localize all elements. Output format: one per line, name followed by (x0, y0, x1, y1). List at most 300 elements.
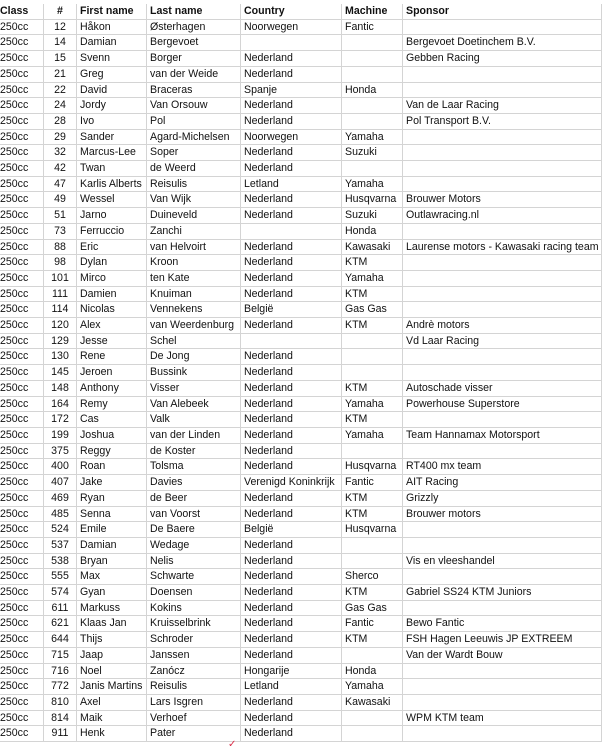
cell-last-name: Borger (147, 51, 241, 67)
cell-number: 555 (44, 569, 77, 585)
cell-first-name: Håkon (77, 19, 147, 35)
cell-number: 375 (44, 443, 77, 459)
table-row (0, 537, 602, 553)
cell-last-name: Duineveld (147, 208, 241, 224)
cell-number: 51 (44, 208, 77, 224)
table-row (0, 349, 602, 365)
cell-machine (342, 113, 403, 129)
cell-class: 250cc (0, 19, 44, 35)
cell-sponsor: Bergevoet Doetinchem B.V. (403, 35, 602, 51)
cell-class: 250cc (0, 82, 44, 98)
cell-number: 29 (44, 129, 77, 145)
cell-last-name: Kokins (147, 600, 241, 616)
cell-country: Verenigd Koninkrijk (241, 475, 342, 491)
cell-sponsor: AIT Racing (403, 475, 602, 491)
cell-last-name: Visser (147, 380, 241, 396)
cell-last-name: Nelis (147, 553, 241, 569)
cell-last-name: Tolsma (147, 459, 241, 475)
cell-last-name: Van Alebeek (147, 396, 241, 412)
cell-class: 250cc (0, 443, 44, 459)
cell-number: 538 (44, 553, 77, 569)
cell-sponsor: Brouwer motors (403, 506, 602, 522)
cell-first-name: Damien (77, 286, 147, 302)
table-row (0, 585, 602, 601)
table-row (0, 113, 602, 129)
cell-class: 250cc (0, 255, 44, 271)
cell-class: 250cc (0, 113, 44, 129)
cell-class: 250cc (0, 585, 44, 601)
table-row (0, 412, 602, 428)
cell-sponsor: Bewo Fantic (403, 616, 602, 632)
table-row (0, 679, 602, 695)
cell-number: 130 (44, 349, 77, 365)
cell-sponsor (403, 66, 602, 82)
cell-first-name: Wessel (77, 192, 147, 208)
cell-country: Letland (241, 679, 342, 695)
cell-last-name: Wedage (147, 537, 241, 553)
cell-sponsor (403, 302, 602, 318)
cell-number: 164 (44, 396, 77, 412)
cell-class: 250cc (0, 302, 44, 318)
cell-sponsor: WPM KTM team (403, 710, 602, 726)
cell-number: 24 (44, 98, 77, 114)
cell-first-name: Mirco (77, 270, 147, 286)
cell-last-name: van der Weide (147, 66, 241, 82)
cell-number: 469 (44, 490, 77, 506)
cell-sponsor (403, 365, 602, 381)
table-row (0, 694, 602, 710)
cell-class: 250cc (0, 490, 44, 506)
column-header-country: Country (241, 4, 342, 19)
table-row (0, 522, 602, 538)
cell-first-name: Remy (77, 396, 147, 412)
cell-first-name: Thijs (77, 632, 147, 648)
table-row (0, 632, 602, 648)
cell-number: 120 (44, 318, 77, 334)
cell-country: Nederland (241, 600, 342, 616)
cell-number: 47 (44, 176, 77, 192)
cell-number: 101 (44, 270, 77, 286)
cell-machine: KTM (342, 380, 403, 396)
cell-number: 574 (44, 585, 77, 601)
table-row (0, 51, 602, 67)
cell-sponsor (403, 679, 602, 695)
cell-number: 199 (44, 427, 77, 443)
cell-number: 21 (44, 66, 77, 82)
cell-machine: Yamaha (342, 427, 403, 443)
cell-last-name: Østerhagen (147, 19, 241, 35)
cell-first-name: Joshua (77, 427, 147, 443)
table-row (0, 396, 602, 412)
cell-machine (342, 726, 403, 742)
cell-first-name: Marcus-Lee (77, 145, 147, 161)
cell-country: Nederland (241, 270, 342, 286)
cell-class: 250cc (0, 647, 44, 663)
cell-sponsor (403, 19, 602, 35)
table-body (0, 19, 602, 741)
cell-last-name: Soper (147, 145, 241, 161)
cell-first-name: Axel (77, 694, 147, 710)
cell-last-name: de Beer (147, 490, 241, 506)
table-row (0, 600, 602, 616)
table-row (0, 35, 602, 51)
cell-country: Nederland (241, 726, 342, 742)
column-header-class: Class (0, 4, 44, 19)
table-row (0, 302, 602, 318)
cell-sponsor (403, 663, 602, 679)
cell-machine: Honda (342, 663, 403, 679)
cell-sponsor: Brouwer Motors (403, 192, 602, 208)
cell-first-name: Jake (77, 475, 147, 491)
cell-sponsor: Grizzly (403, 490, 602, 506)
column-header-machine: Machine (342, 4, 403, 19)
cell-first-name: David (77, 82, 147, 98)
table-row (0, 663, 602, 679)
cell-country (241, 35, 342, 51)
cell-class: 250cc (0, 223, 44, 239)
cell-first-name: Sander (77, 129, 147, 145)
cell-last-name: Schroder (147, 632, 241, 648)
table-row (0, 19, 602, 35)
cell-last-name: Lars Isgren (147, 694, 241, 710)
cell-first-name: Dylan (77, 255, 147, 271)
cell-number: 407 (44, 475, 77, 491)
cell-country: Nederland (241, 318, 342, 334)
cell-last-name: Pol (147, 113, 241, 129)
cell-country: Nederland (241, 113, 342, 129)
cell-last-name: ten Kate (147, 270, 241, 286)
cell-last-name: Bergevoet (147, 35, 241, 51)
cell-class: 250cc (0, 270, 44, 286)
cell-last-name: Braceras (147, 82, 241, 98)
cell-country: Nederland (241, 365, 342, 381)
cell-number: 814 (44, 710, 77, 726)
cell-number: 715 (44, 647, 77, 663)
cell-class: 250cc (0, 679, 44, 695)
cell-first-name: Anthony (77, 380, 147, 396)
table-row (0, 506, 602, 522)
cell-country: Nederland (241, 239, 342, 255)
cell-sponsor: Gebben Racing (403, 51, 602, 67)
cell-country: Nederland (241, 208, 342, 224)
cell-country: Nederland (241, 427, 342, 443)
cell-country: Nederland (241, 616, 342, 632)
table-row (0, 161, 602, 177)
cell-number: 98 (44, 255, 77, 271)
cell-country (241, 223, 342, 239)
cell-class: 250cc (0, 600, 44, 616)
cell-machine: Gas Gas (342, 600, 403, 616)
cell-number: 32 (44, 145, 77, 161)
cell-sponsor: Pol Transport B.V. (403, 113, 602, 129)
cell-first-name: Jarno (77, 208, 147, 224)
cell-class: 250cc (0, 145, 44, 161)
cell-country: Noorwegen (241, 19, 342, 35)
cell-country: Nederland (241, 349, 342, 365)
cell-first-name: Cas (77, 412, 147, 428)
table-row (0, 427, 602, 443)
table-row (0, 98, 602, 114)
cell-sponsor (403, 255, 602, 271)
cell-number: 537 (44, 537, 77, 553)
cell-class: 250cc (0, 632, 44, 648)
table-row (0, 380, 602, 396)
cell-number: 611 (44, 600, 77, 616)
cell-sponsor: Team Hannamax Motorsport (403, 427, 602, 443)
cell-machine: Honda (342, 223, 403, 239)
cell-class: 250cc (0, 427, 44, 443)
column-header-first-name: First name (77, 4, 147, 19)
cell-last-name: Reisulis (147, 679, 241, 695)
cell-country: Nederland (241, 537, 342, 553)
cell-last-name: Van Wijk (147, 192, 241, 208)
cell-machine (342, 98, 403, 114)
cell-machine (342, 710, 403, 726)
cell-last-name: van Helvoirt (147, 239, 241, 255)
table-row (0, 475, 602, 491)
cell-country: Nederland (241, 585, 342, 601)
cell-number: 621 (44, 616, 77, 632)
cell-country: Nederland (241, 710, 342, 726)
cell-first-name: Damian (77, 537, 147, 553)
cell-first-name: Alex (77, 318, 147, 334)
checkmark-annotation-icon: ✓ (228, 739, 237, 750)
cell-first-name: Damian (77, 35, 147, 51)
cell-class: 250cc (0, 176, 44, 192)
cell-machine: Suzuki (342, 208, 403, 224)
table-row (0, 318, 602, 334)
cell-class: 250cc (0, 318, 44, 334)
cell-class: 250cc (0, 522, 44, 538)
cell-number: 49 (44, 192, 77, 208)
cell-first-name: Nicolas (77, 302, 147, 318)
cell-number: 73 (44, 223, 77, 239)
cell-machine (342, 333, 403, 349)
cell-sponsor: FSH Hagen Leeuwis JP EXTREEM (403, 632, 602, 648)
cell-machine: Yamaha (342, 129, 403, 145)
cell-sponsor: Van de Laar Racing (403, 98, 602, 114)
cell-country: Nederland (241, 490, 342, 506)
cell-number: 114 (44, 302, 77, 318)
cell-machine (342, 537, 403, 553)
cell-sponsor (403, 82, 602, 98)
cell-number: 12 (44, 19, 77, 35)
cell-country: Nederland (241, 286, 342, 302)
cell-machine: Suzuki (342, 145, 403, 161)
cell-sponsor: Powerhouse Superstore (403, 396, 602, 412)
cell-last-name: de Koster (147, 443, 241, 459)
cell-number: 22 (44, 82, 77, 98)
cell-last-name: Schwarte (147, 569, 241, 585)
cell-country: Nederland (241, 694, 342, 710)
cell-class: 250cc (0, 710, 44, 726)
cell-first-name: Senna (77, 506, 147, 522)
cell-class: 250cc (0, 129, 44, 145)
cell-last-name: Zanchi (147, 223, 241, 239)
cell-last-name: Kruisselbrink (147, 616, 241, 632)
cell-machine: Honda (342, 82, 403, 98)
cell-first-name: Jeroen (77, 365, 147, 381)
cell-country: Nederland (241, 380, 342, 396)
cell-number: 644 (44, 632, 77, 648)
cell-first-name: Greg (77, 66, 147, 82)
cell-first-name: Klaas Jan (77, 616, 147, 632)
cell-country: Nederland (241, 569, 342, 585)
cell-sponsor (403, 286, 602, 302)
cell-country: Nederland (241, 161, 342, 177)
cell-sponsor: Gabriel SS24 KTM Juniors (403, 585, 602, 601)
cell-class: 250cc (0, 208, 44, 224)
cell-class: 250cc (0, 553, 44, 569)
cell-class: 250cc (0, 161, 44, 177)
cell-country: Nederland (241, 459, 342, 475)
table-row (0, 223, 602, 239)
table-row (0, 647, 602, 663)
cell-last-name: Schel (147, 333, 241, 349)
cell-first-name: Janis Martins (77, 679, 147, 695)
cell-last-name: Zanócz (147, 663, 241, 679)
cell-first-name: Henk (77, 726, 147, 742)
cell-first-name: Maik (77, 710, 147, 726)
cell-machine: KTM (342, 585, 403, 601)
table-row (0, 726, 602, 742)
cell-sponsor: Outlawracing.nl (403, 208, 602, 224)
cell-last-name: Valk (147, 412, 241, 428)
cell-country (241, 333, 342, 349)
cell-last-name: Bussink (147, 365, 241, 381)
cell-last-name: Vennekens (147, 302, 241, 318)
cell-sponsor (403, 349, 602, 365)
column-header-sponsor: Sponsor (403, 4, 602, 19)
cell-country: Letland (241, 176, 342, 192)
cell-last-name: De Jong (147, 349, 241, 365)
cell-number: 14 (44, 35, 77, 51)
cell-sponsor (403, 522, 602, 538)
cell-country: Nederland (241, 66, 342, 82)
cell-sponsor: Autoschade visser (403, 380, 602, 396)
rider-list-table (0, 4, 602, 742)
cell-last-name: de Weerd (147, 161, 241, 177)
cell-sponsor (403, 145, 602, 161)
cell-machine: Yamaha (342, 176, 403, 192)
cell-number: 148 (44, 380, 77, 396)
table-row (0, 176, 602, 192)
cell-country: Nederland (241, 647, 342, 663)
cell-sponsor (403, 412, 602, 428)
cell-sponsor (403, 443, 602, 459)
cell-class: 250cc (0, 365, 44, 381)
cell-country: Noorwegen (241, 129, 342, 145)
table-row (0, 239, 602, 255)
table-row (0, 553, 602, 569)
cell-first-name: Karlis Alberts (77, 176, 147, 192)
cell-number: 145 (44, 365, 77, 381)
cell-machine (342, 443, 403, 459)
cell-class: 250cc (0, 694, 44, 710)
cell-machine: KTM (342, 490, 403, 506)
header-row (0, 4, 602, 19)
cell-machine: Yamaha (342, 270, 403, 286)
cell-class: 250cc (0, 412, 44, 428)
cell-last-name: van Weerdenburg (147, 318, 241, 334)
cell-country: Nederland (241, 145, 342, 161)
cell-first-name: Gyan (77, 585, 147, 601)
cell-number: 15 (44, 51, 77, 67)
cell-machine: Sherco (342, 569, 403, 585)
cell-first-name: Jaap (77, 647, 147, 663)
cell-machine: Husqvarna (342, 192, 403, 208)
cell-country: Nederland (241, 255, 342, 271)
cell-number: 111 (44, 286, 77, 302)
cell-country: Spanje (241, 82, 342, 98)
cell-class: 250cc (0, 396, 44, 412)
cell-class: 250cc (0, 35, 44, 51)
cell-class: 250cc (0, 506, 44, 522)
cell-machine (342, 161, 403, 177)
cell-country: Nederland (241, 506, 342, 522)
cell-class: 250cc (0, 333, 44, 349)
cell-number: 42 (44, 161, 77, 177)
cell-machine: Kawasaki (342, 694, 403, 710)
cell-sponsor: Vd Laar Racing (403, 333, 602, 349)
cell-sponsor: RT400 mx team (403, 459, 602, 475)
table-row (0, 459, 602, 475)
cell-first-name: Twan (77, 161, 147, 177)
cell-class: 250cc (0, 349, 44, 365)
cell-sponsor (403, 161, 602, 177)
cell-machine: Gas Gas (342, 302, 403, 318)
cell-last-name: Doensen (147, 585, 241, 601)
cell-first-name: Jesse (77, 333, 147, 349)
cell-first-name: Ferruccio (77, 223, 147, 239)
cell-first-name: Reggy (77, 443, 147, 459)
cell-number: 28 (44, 113, 77, 129)
cell-country: Nederland (241, 412, 342, 428)
cell-class: 250cc (0, 98, 44, 114)
cell-first-name: Max (77, 569, 147, 585)
cell-last-name: Reisulis (147, 176, 241, 192)
cell-number: 524 (44, 522, 77, 538)
cell-last-name: van der Linden (147, 427, 241, 443)
cell-machine: KTM (342, 318, 403, 334)
cell-last-name: Davies (147, 475, 241, 491)
cell-machine: Fantic (342, 616, 403, 632)
cell-machine (342, 365, 403, 381)
cell-last-name: De Baere (147, 522, 241, 538)
cell-number: 911 (44, 726, 77, 742)
cell-sponsor (403, 129, 602, 145)
table-row (0, 208, 602, 224)
cell-number: 485 (44, 506, 77, 522)
cell-class: 250cc (0, 239, 44, 255)
cell-sponsor: Vis en vleeshandel (403, 553, 602, 569)
cell-first-name: Ryan (77, 490, 147, 506)
table-row (0, 569, 602, 585)
cell-machine (342, 66, 403, 82)
cell-class: 250cc (0, 459, 44, 475)
cell-machine (342, 51, 403, 67)
cell-number: 810 (44, 694, 77, 710)
cell-machine: Fantic (342, 475, 403, 491)
cell-sponsor (403, 537, 602, 553)
cell-sponsor (403, 569, 602, 585)
cell-machine (342, 35, 403, 51)
cell-country: België (241, 302, 342, 318)
cell-class: 250cc (0, 726, 44, 742)
cell-country: Nederland (241, 632, 342, 648)
cell-sponsor (403, 600, 602, 616)
cell-class: 250cc (0, 51, 44, 67)
